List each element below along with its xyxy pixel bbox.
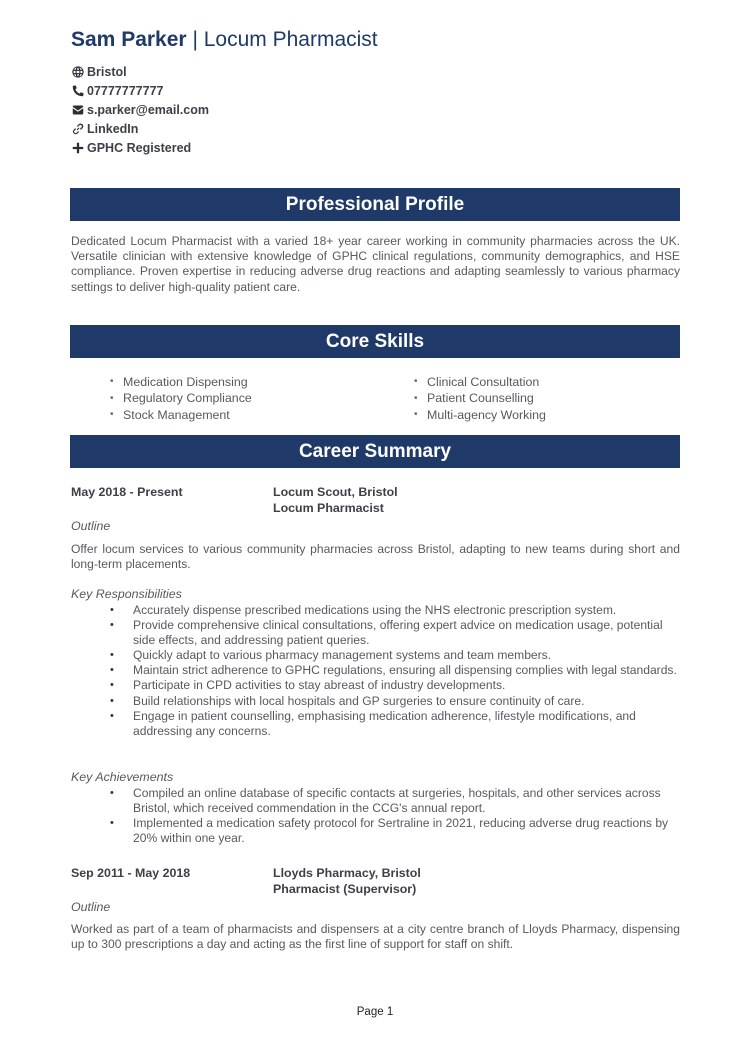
registration-text: GPHC Registered — [87, 140, 192, 155]
list-item: • Accurately dispense prescribed medications using the NHS electronic prescription system. — [110, 603, 617, 617]
email-text[interactable]: s.parker@email.com — [87, 102, 209, 117]
link-icon — [71, 122, 84, 135]
skill-item: • Patient Counselling — [414, 391, 534, 405]
list-item: • Maintain strict adherence to GPHC regulations, ensuring all dispensing complies with legal standards. — [110, 663, 677, 678]
globe-icon — [71, 65, 84, 78]
page-title — [71, 27, 378, 53]
contact-registration — [71, 138, 209, 157]
responsibilities-list — [108, 603, 680, 739]
job-outline: Offer locum services to various community pharmacies across Bristol, adapting to new teams during short and long-term placements. — [71, 542, 680, 572]
linkedin-link[interactable]: LinkedIn — [87, 121, 139, 136]
job-employer: Locum Scout, Bristol — [273, 485, 398, 499]
outline-label: Outline — [71, 519, 111, 533]
achievements-label: Key Achievements — [71, 770, 174, 784]
job-title: Pharmacist (Supervisor) — [273, 881, 417, 896]
job-employer: Lloyds Pharmacy, Bristol — [273, 866, 421, 880]
contact-email — [71, 100, 209, 119]
skill-item: • Regulatory Compliance — [110, 391, 252, 405]
contact-linkedin — [71, 119, 209, 138]
skill-item: • Multi-agency Working — [414, 407, 546, 422]
list-item: • Compiled an online database of specific contacts at surgeries, hospitals, and other services across Bristol, which received commendation in the CCG's annual report. — [110, 786, 661, 816]
section-header-skills: Core Skills — [70, 325, 680, 358]
list-item: • Build relationships with local hospitals and GP surgeries to ensure continuity of care. — [110, 693, 585, 708]
achievements-list — [108, 786, 680, 846]
list-item: • Provide comprehensive clinical consultations, offering expert advice on medication usage, potential side effects, and addressing patient queries. — [110, 618, 663, 648]
candidate-role: Locum Pharmacist — [203, 28, 378, 51]
job-heading — [273, 485, 398, 516]
section-header-career: Career Summary — [70, 435, 680, 468]
envelope-icon — [71, 103, 84, 116]
profile-summary: Dedicated Locum Pharmacist with a varied 18+ year career working in community pharmacies across the UK. Versatile clinician with extensive knowledge of GPHC clinical regulations, community demographics, and HSE compliance. Proven expertise in reducing adverse drug reactions and adapting seamlessly to various pharmacy settings to deliver high-quality patient care. — [71, 234, 680, 294]
list-item: • Implemented a medication safety protocol for Sertraline in 2021, reducing adverse drug reactions by 20% within one year. — [110, 816, 669, 846]
contact-location — [71, 62, 209, 81]
skill-item: • Clinical Consultation — [414, 374, 540, 389]
skill-item: • Medication Dispensing — [110, 374, 248, 389]
list-item: • Quickly adapt to various pharmacy management systems and team members. — [110, 648, 552, 663]
job-heading — [273, 866, 421, 897]
contact-phone — [71, 81, 209, 100]
job-dates: Sep 2011 - May 2018 — [71, 866, 191, 880]
skills-list — [110, 374, 670, 422]
candidate-name: Sam Parker — [71, 28, 187, 51]
location-text: Bristol — [87, 64, 127, 79]
title-separator: | — [192, 28, 198, 51]
phone-text: 07777777777 — [87, 83, 164, 98]
plus-icon — [71, 141, 84, 154]
page-number: Page 1 — [356, 1006, 394, 1018]
list-item: • Engage in patient counselling, emphasising medication adherence, lifestyle modifications, and addressing any concerns. — [110, 708, 636, 738]
section-header-profile: Professional Profile — [70, 188, 680, 221]
list-item: • Participate in CPD activities to stay abreast of industry developments. — [110, 678, 506, 693]
job-title: Locum Pharmacist — [273, 500, 384, 515]
contact-list — [71, 62, 209, 157]
outline-label: Outline — [71, 900, 111, 914]
phone-icon — [71, 84, 84, 97]
skill-item: • Stock Management — [110, 407, 230, 422]
job-outline: Worked as part of a team of pharmacists and dispensers at a city centre branch of Lloyds Pharmacy, dispensing up to 300 prescriptions a day and acting as the first line of support for staff on shift. — [71, 922, 680, 952]
responsibilities-label: Key Responsibilities — [71, 587, 182, 601]
job-dates: May 2018 - Present — [71, 485, 183, 499]
